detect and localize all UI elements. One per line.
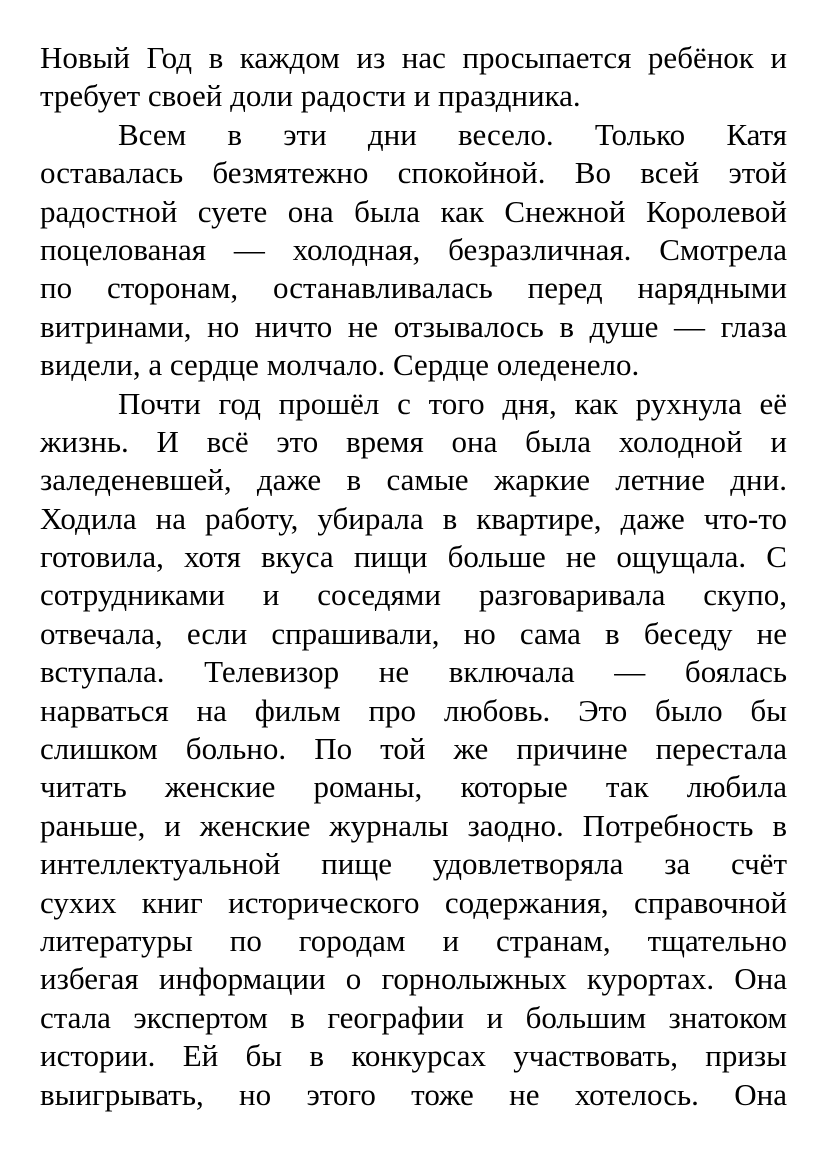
text-line: интеллектуальной пище удовлетворяла за счёт xyxy=(40,846,787,882)
text-line: Всем в эти дни весело. Только Катя xyxy=(118,116,787,152)
text-line: поцелованая — холодная, безразличная. Смотрела xyxy=(40,231,787,267)
text-line: готовила, хотя вкуса пищи больше не ощущала. С xyxy=(40,539,787,575)
text-line: литературы по городам и странам, тщательно xyxy=(40,922,787,958)
text-line: раньше, и женские журналы заодно. Потребность в xyxy=(40,807,787,843)
text-line: истории. Ей бы в конкурсах участвовать, призы xyxy=(40,1038,787,1074)
paragraph-1 xyxy=(40,39,787,116)
text-line: избегая информации о горнолыжных курортах. Она xyxy=(40,961,787,997)
text-line: сотрудниками и соседями разговаривала скупо, xyxy=(40,577,787,613)
text-line: сухих книг исторического содержания, справочной xyxy=(40,884,787,920)
text-line: отвечала, если спрашивали, но сама в беседу не xyxy=(40,615,787,651)
text-line: Почти год прошёл с того дня, как рухнула её xyxy=(118,385,787,421)
paragraph-2 xyxy=(40,116,787,385)
text-line: Новый Год в каждом из нас просыпается ребёнок и xyxy=(40,40,787,75)
text-line: слишком больно. По той же причине перестала xyxy=(40,731,787,767)
text-line: жизнь. И всё это время она была холодной и xyxy=(40,423,787,459)
text-line: читать женские романы, которые так любила xyxy=(40,769,787,805)
text-line: по сторонам, останавливалась перед нарядными xyxy=(40,270,787,306)
text-line: нарваться на фильм про любовь. Это было бы xyxy=(40,692,787,728)
text-line: выигрывать, но этого тоже не хотелось. Она xyxy=(40,1076,787,1112)
document-page xyxy=(40,39,787,1114)
text-line: радостной суете она была как Снежной Королевой xyxy=(40,193,787,229)
text-line: стала экспертом в географии и большим знатоком xyxy=(40,999,787,1035)
text-line: требует своей доли радости и праздника. xyxy=(40,78,581,114)
text-line: оставалась безмятежно спокойной. Во всей этой xyxy=(40,155,787,191)
text-line: Ходила на работу, убирала в квартире, даже что-то xyxy=(40,500,787,536)
text-line: вступала. Телевизор не включала — боялась xyxy=(40,654,787,690)
text-line: видели, а сердце молчало. Сердце оледенело. xyxy=(40,347,640,383)
paragraph-3 xyxy=(40,385,787,1114)
text-line: витринами, но ничто не отзывалось в душе — глаза xyxy=(40,308,787,344)
text-line: заледеневшей, даже в самые жаркие летние дни. xyxy=(40,462,787,498)
